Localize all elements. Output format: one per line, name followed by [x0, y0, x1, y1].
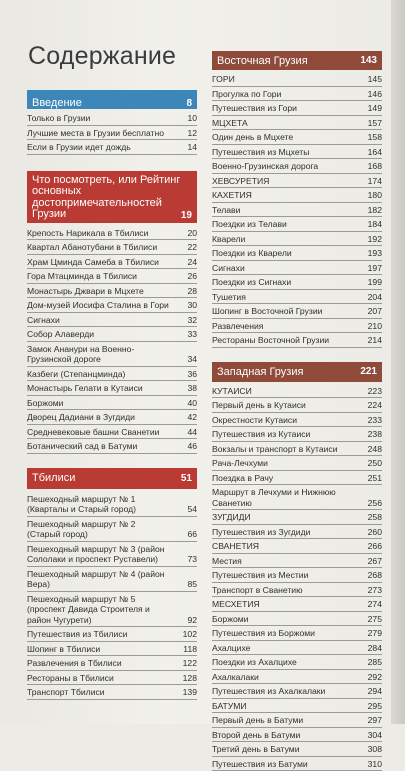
- item-page: 32: [177, 315, 197, 326]
- item-label: Развлечения: [212, 321, 362, 332]
- list-item[interactable]: [27, 642, 197, 657]
- list-item[interactable]: [212, 713, 382, 728]
- list-item[interactable]: [27, 313, 197, 328]
- item-label: Путешествия из Гори: [212, 103, 362, 114]
- item-label: Поездки из Телави: [212, 219, 362, 230]
- item-page: 73: [177, 554, 197, 565]
- item-page: 199: [362, 277, 382, 288]
- section-title: Введение: [32, 97, 186, 109]
- list-item[interactable]: [212, 398, 382, 413]
- item-label: Рача-Лечхуми: [212, 458, 362, 469]
- item-label: Прогулка по Гори: [212, 89, 362, 100]
- item-page: 149: [362, 103, 382, 114]
- item-page: 92: [177, 615, 197, 626]
- item-page: 295: [362, 701, 382, 712]
- list-item[interactable]: [27, 656, 197, 671]
- item-page: 267: [362, 556, 382, 567]
- section-title: Западная Грузия: [217, 366, 360, 378]
- item-label: Третий день в Батуми: [212, 744, 362, 755]
- item-page: 26: [177, 271, 197, 282]
- item-page: 102: [177, 629, 197, 640]
- item-page: 207: [362, 306, 382, 317]
- item-page: 44: [177, 427, 197, 438]
- item-page: 258: [362, 512, 382, 523]
- item-page: 118: [177, 644, 197, 655]
- item-label: Окрестности Кутаиси: [212, 415, 362, 426]
- item-label: Второй день в Батуми: [212, 730, 362, 741]
- item-label: Путешествия из Мцхеты: [212, 147, 362, 158]
- list-item[interactable]: [27, 269, 197, 284]
- list-item[interactable]: [212, 583, 382, 598]
- item-page: 168: [362, 161, 382, 172]
- item-label: Ахалкалаки: [212, 672, 362, 683]
- item-label: Если в Грузии идет дождь: [27, 142, 177, 153]
- section-page: 143: [360, 55, 377, 66]
- list-item[interactable]: [212, 159, 382, 174]
- page-title: Содержание: [28, 42, 176, 71]
- item-page: 250: [362, 458, 382, 469]
- item-page: 46: [177, 441, 197, 452]
- list-item[interactable]: [212, 275, 382, 290]
- list-item[interactable]: [212, 655, 382, 670]
- list-item[interactable]: [27, 342, 197, 367]
- item-page: 180: [362, 190, 382, 201]
- item-label: Тушетия: [212, 292, 362, 303]
- list-item[interactable]: [27, 381, 197, 396]
- item-label: ХЕВСУРЕТИЯ: [212, 176, 362, 187]
- item-page: 248: [362, 444, 382, 455]
- section-page: 221: [360, 366, 377, 377]
- item-label: Замок Ананури на Военно-Грузинской дороге: [27, 344, 177, 365]
- list-item[interactable]: [27, 298, 197, 313]
- section-list-intro: [27, 111, 197, 155]
- item-page: 139: [177, 687, 197, 698]
- list-item[interactable]: [212, 699, 382, 714]
- item-label: Крепость Нарикала в Тбилиси: [27, 228, 177, 239]
- section-page: 19: [181, 210, 192, 221]
- list-item[interactable]: [212, 145, 382, 160]
- item-label: КАХЕТИЯ: [212, 190, 362, 201]
- list-item[interactable]: [212, 72, 382, 87]
- item-label: Казбеги (Степанцминда): [27, 369, 177, 380]
- item-page: 210: [362, 321, 382, 332]
- item-page: 174: [362, 176, 382, 187]
- item-page: 214: [362, 335, 382, 346]
- section-header-west[interactable]: [212, 362, 382, 382]
- item-page: 54: [177, 504, 197, 515]
- item-label: Лучшие места в Грузии бесплатно: [27, 128, 177, 139]
- item-label: Путешествия из Боржоми: [212, 628, 362, 639]
- list-item[interactable]: [27, 685, 197, 700]
- item-page: 223: [362, 386, 382, 397]
- list-item[interactable]: [212, 174, 382, 189]
- item-page: 279: [362, 628, 382, 639]
- item-page: 310: [362, 759, 382, 770]
- list-item[interactable]: [212, 456, 382, 471]
- list-item[interactable]: [212, 290, 382, 305]
- item-page: 164: [362, 147, 382, 158]
- item-label: МЕСХЕТИЯ: [212, 599, 362, 610]
- section-header-tbilisi[interactable]: [27, 468, 197, 489]
- item-page: 256: [362, 498, 382, 509]
- item-page: 14: [177, 142, 197, 153]
- list-item[interactable]: [27, 240, 197, 255]
- item-page: 197: [362, 263, 382, 274]
- list-item[interactable]: [27, 327, 197, 342]
- item-page: 30: [177, 300, 197, 311]
- list-item[interactable]: [212, 471, 382, 486]
- item-page: 122: [177, 658, 197, 669]
- item-label: Рестораны Восточной Грузии: [212, 335, 362, 346]
- list-item[interactable]: [212, 333, 382, 348]
- list-item[interactable]: [212, 413, 382, 428]
- item-label: Путешествия из Кутаиси: [212, 429, 362, 440]
- item-label: Пешеходный маршрут № 4 (район Вера): [27, 569, 177, 590]
- list-item[interactable]: [212, 427, 382, 442]
- list-item[interactable]: [27, 396, 197, 411]
- list-item[interactable]: [212, 319, 382, 334]
- item-page: 292: [362, 672, 382, 683]
- list-item[interactable]: [212, 626, 382, 641]
- section-title: Восточная Грузия: [217, 55, 360, 67]
- item-page: 297: [362, 715, 382, 726]
- item-page: 28: [177, 286, 197, 297]
- item-label: ЗУГДИДИ: [212, 512, 362, 523]
- list-item[interactable]: [212, 246, 382, 261]
- list-item[interactable]: [212, 304, 382, 319]
- list-item[interactable]: [27, 126, 197, 141]
- item-label: Один день в Мцхете: [212, 132, 362, 143]
- section-list-west: [212, 384, 382, 771]
- list-item[interactable]: [27, 410, 197, 425]
- item-label: Шопинг в Восточной Грузии: [212, 306, 362, 317]
- page-edge: [391, 0, 405, 724]
- list-item[interactable]: [212, 641, 382, 656]
- list-item[interactable]: [27, 255, 197, 270]
- item-page: 275: [362, 614, 382, 625]
- item-page: 273: [362, 585, 382, 596]
- item-label: Путешествия из Ахалкалаки: [212, 686, 362, 697]
- item-label: Храм Цминда Самеба в Тбилиси: [27, 257, 177, 268]
- list-item[interactable]: [27, 542, 197, 567]
- toc-left-column: [27, 90, 197, 700]
- section-list-sights: [27, 226, 197, 454]
- list-item[interactable]: [212, 684, 382, 699]
- list-item[interactable]: [212, 670, 382, 685]
- item-label: Собор Алаверди: [27, 329, 177, 340]
- list-item[interactable]: [27, 284, 197, 299]
- item-label: Транспорт в Сванетию: [212, 585, 362, 596]
- item-label: Военно-Грузинская дорога: [212, 161, 362, 172]
- list-item[interactable]: [27, 592, 197, 628]
- item-label: Квартал Абанотубани в Тбилиси: [27, 242, 177, 253]
- item-label: КУТАИСИ: [212, 386, 362, 397]
- item-page: 22: [177, 242, 197, 253]
- item-page: 274: [362, 599, 382, 610]
- item-page: 268: [362, 570, 382, 581]
- item-label: Поездки из Кварели: [212, 248, 362, 259]
- list-item[interactable]: [27, 111, 197, 126]
- item-label: Поездка в Рачу: [212, 473, 362, 484]
- item-label: Местия: [212, 556, 362, 567]
- list-item[interactable]: [212, 728, 382, 743]
- list-item[interactable]: [212, 525, 382, 540]
- list-item[interactable]: [212, 539, 382, 554]
- list-item[interactable]: [212, 101, 382, 116]
- list-item[interactable]: [212, 384, 382, 399]
- item-label: Дом-музей Иосифа Сталина в Гори: [27, 300, 177, 311]
- section-header-east[interactable]: [212, 51, 382, 70]
- list-item[interactable]: [212, 188, 382, 203]
- section-list-east: [212, 72, 382, 348]
- item-label: Путешествия из Зугдиди: [212, 527, 362, 538]
- list-item[interactable]: [27, 517, 197, 542]
- item-page: 157: [362, 118, 382, 129]
- list-item[interactable]: [212, 554, 382, 569]
- section-list-tbilisi: [27, 492, 197, 700]
- list-item[interactable]: [27, 439, 197, 454]
- item-label: Ахалцихе: [212, 643, 362, 654]
- list-item[interactable]: [212, 217, 382, 232]
- item-page: 24: [177, 257, 197, 268]
- list-item[interactable]: [212, 510, 382, 525]
- list-item[interactable]: [27, 140, 197, 155]
- list-item[interactable]: [212, 485, 382, 510]
- list-item[interactable]: [212, 261, 382, 276]
- item-label: Пешеходный маршрут № 5 (проспект Давида Строителя и район Чугурети): [27, 594, 177, 626]
- item-label: Телави: [212, 205, 362, 216]
- item-label: Поездки из Ахалцихе: [212, 657, 362, 668]
- item-label: МЦХЕТА: [212, 118, 362, 129]
- item-label: Первый день в Батуми: [212, 715, 362, 726]
- list-item[interactable]: [212, 130, 382, 145]
- item-label: Транспорт Тбилиси: [27, 687, 177, 698]
- item-page: 42: [177, 412, 197, 423]
- list-item[interactable]: [27, 425, 197, 440]
- list-item[interactable]: [212, 757, 382, 771]
- item-label: Вокзалы и транспорт в Кутаиси: [212, 444, 362, 455]
- section-page: 8: [186, 98, 192, 109]
- item-label: Ботанический сад в Батуми: [27, 441, 177, 452]
- item-label: Развлечения в Тбилиси: [27, 658, 177, 669]
- item-page: 260: [362, 527, 382, 538]
- item-page: 20: [177, 228, 197, 239]
- item-label: Только в Грузии: [27, 113, 177, 124]
- list-item[interactable]: [27, 492, 197, 517]
- list-item[interactable]: [212, 116, 382, 131]
- item-label: Боржоми: [27, 398, 177, 409]
- item-page: 193: [362, 248, 382, 259]
- item-page: 224: [362, 400, 382, 411]
- item-label: Пешеходный маршрут № 1 (Кварталы и Старый город): [27, 494, 177, 515]
- item-page: 238: [362, 429, 382, 440]
- item-label: ГОРИ: [212, 74, 362, 85]
- item-label: Поездки из Сигнахи: [212, 277, 362, 288]
- item-page: 304: [362, 730, 382, 741]
- list-item[interactable]: [27, 367, 197, 382]
- item-page: 85: [177, 579, 197, 590]
- list-item[interactable]: [27, 567, 197, 592]
- item-page: 66: [177, 529, 197, 540]
- item-label: Маршрут в Лечхуми и Нижнюю Сванетию: [212, 487, 362, 508]
- list-item[interactable]: [212, 612, 382, 627]
- item-page: 233: [362, 415, 382, 426]
- item-page: 184: [362, 219, 382, 230]
- item-page: 285: [362, 657, 382, 668]
- item-label: Гора Мтацминда в Тбилиси: [27, 271, 177, 282]
- item-page: 38: [177, 383, 197, 394]
- item-page: 128: [177, 673, 197, 684]
- item-page: 294: [362, 686, 382, 697]
- item-label: СВАНЕТИЯ: [212, 541, 362, 552]
- list-item[interactable]: [27, 627, 197, 642]
- list-item[interactable]: [27, 671, 197, 686]
- item-page: 33: [177, 329, 197, 340]
- item-page: 12: [177, 128, 197, 139]
- item-page: 34: [177, 354, 197, 365]
- item-label: Сигнахи: [212, 263, 362, 274]
- item-page: 40: [177, 398, 197, 409]
- item-page: 10: [177, 113, 197, 124]
- item-label: Пешеходный маршрут № 2 (Старый город): [27, 519, 177, 540]
- item-label: Кварели: [212, 234, 362, 245]
- toc-right-column: [212, 51, 382, 771]
- item-label: Шопинг в Тбилиси: [27, 644, 177, 655]
- item-label: Боржоми: [212, 614, 362, 625]
- item-label: Дворец Дадиани в Зугдиди: [27, 412, 177, 423]
- section-header-intro[interactable]: [27, 90, 197, 109]
- list-item[interactable]: [212, 568, 382, 583]
- list-item[interactable]: [212, 87, 382, 102]
- item-page: 251: [362, 473, 382, 484]
- item-page: 266: [362, 541, 382, 552]
- item-label: Рестораны в Тбилиси: [27, 673, 177, 684]
- section-title: Что посмотреть, или Рейтинг основных достопримечательностей Грузии: [32, 175, 181, 221]
- item-page: 284: [362, 643, 382, 654]
- item-label: Сигнахи: [27, 315, 177, 326]
- item-label: Средневековые башни Сванетии: [27, 427, 177, 438]
- item-page: 182: [362, 205, 382, 216]
- item-label: БАТУМИ: [212, 701, 362, 712]
- list-item[interactable]: [212, 597, 382, 612]
- item-page: 204: [362, 292, 382, 303]
- item-label: Первый день в Кутаиси: [212, 400, 362, 411]
- item-label: Монастырь Джвари в Мцхете: [27, 286, 177, 297]
- item-page: 308: [362, 744, 382, 755]
- list-item[interactable]: [212, 442, 382, 457]
- item-label: Путешествия из Местии: [212, 570, 362, 581]
- list-item[interactable]: [212, 742, 382, 757]
- item-label: Монастырь Гелати в Кутаиси: [27, 383, 177, 394]
- item-page: 146: [362, 89, 382, 100]
- item-label: Путешествия из Тбилиси: [27, 629, 177, 640]
- list-item[interactable]: [27, 226, 197, 241]
- section-header-sights[interactable]: [27, 171, 197, 223]
- item-page: 145: [362, 74, 382, 85]
- item-page: 36: [177, 369, 197, 380]
- item-page: 192: [362, 234, 382, 245]
- item-label: Путешествия из Батуми: [212, 759, 362, 770]
- item-page: 158: [362, 132, 382, 143]
- section-page: 51: [181, 473, 192, 484]
- item-label: Пешеходный маршрут № 3 (район Сололаки и проспект Руставели): [27, 544, 177, 565]
- section-title: Тбилиси: [32, 472, 181, 484]
- list-item[interactable]: [212, 203, 382, 218]
- list-item[interactable]: [212, 232, 382, 247]
